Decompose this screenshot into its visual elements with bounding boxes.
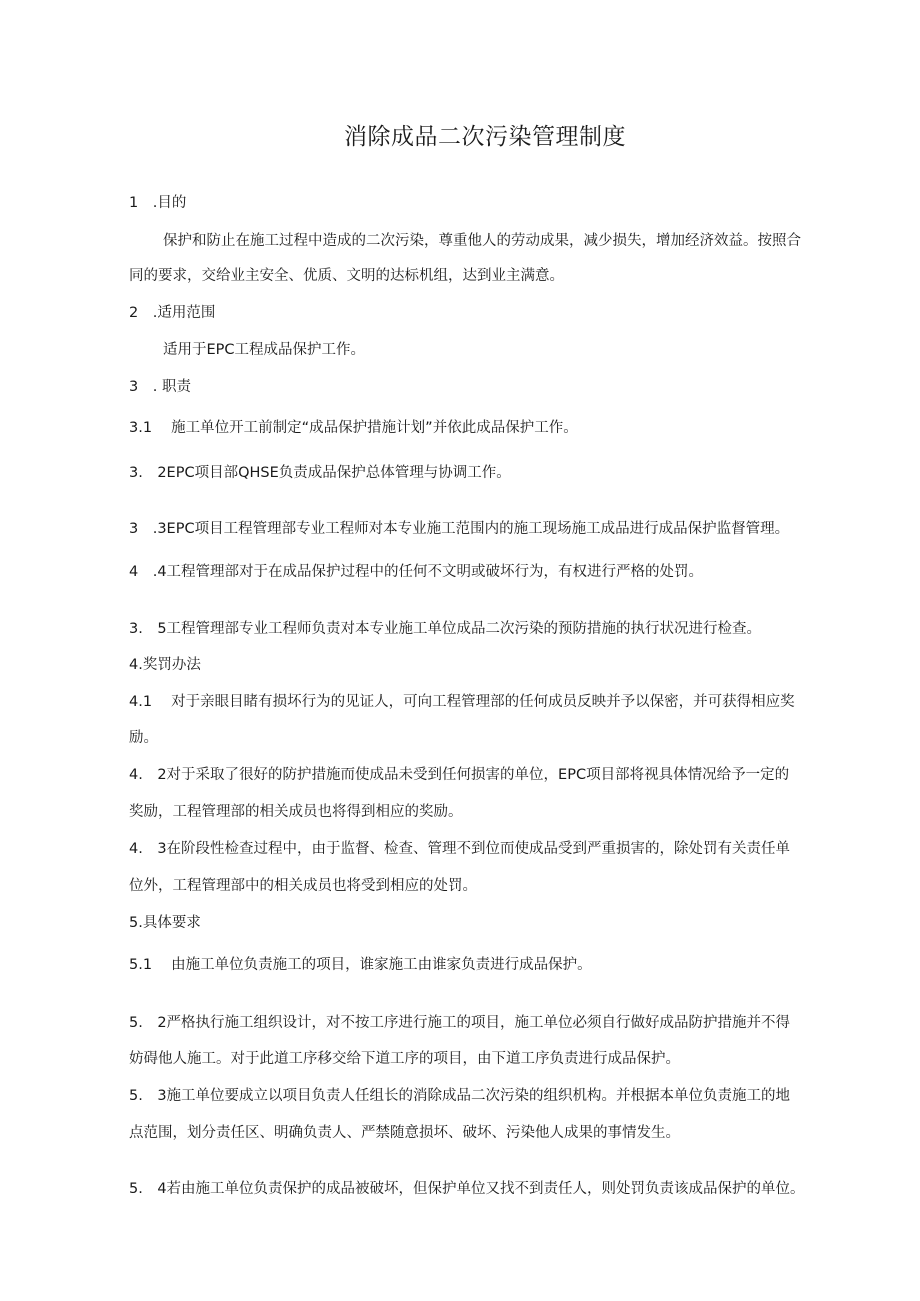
section-heading-duties: 3 . 职责 (129, 379, 191, 395)
clause-5-2-line-1: 5. 2严格执行施工组织设计，对不按工序进行施工的项目，施工单位必须自行做好成品防护措施并不得 (129, 1015, 791, 1031)
section-heading-purpose: 1 .目的 (129, 195, 187, 211)
clause-3-2: 3. 2EPC项目部QHSE负责成品保护总体管理与协调工作。 (129, 465, 511, 481)
clause-4-2-line-1: 4. 2对于采取了很好的防护措施而使成品未受到任何损害的单位，EPC项目部将视具体情况给予一定的 (129, 767, 790, 783)
clause-3-1: 3.1 施工单位开工前制定“成品保护措施计划”并依此成品保护工作。 (129, 420, 578, 436)
clause-3-5: 3. 5工程管理部专业工程师负责对本专业施工单位成品二次污染的预防措施的执行状况进行检查。 (129, 621, 762, 637)
clause-4-1-line-1: 4.1 对于亲眼目睹有损坏行为的见证人，可向工程管理部的任何成员反映并予以保密，并可获得相应奖 (129, 694, 795, 710)
clause-4-3-line-1: 4. 3在阶段性检查过程中，由于监督、检查、管理不到位而使成品受到严重损害的，除处罚有关责任单 (129, 841, 791, 857)
clause-4-2-line-2: 奖励，工程管理部的相关成员也将得到相应的奖励。 (129, 804, 463, 820)
section-heading-scope: 2 .适用范围 (129, 305, 216, 321)
section-heading-rewards: 4.奖罚办法 (129, 657, 201, 673)
clause-4-1-line-2: 励。 (129, 730, 158, 746)
paragraph-scope: 适用于EPC工程成品保护工作。 (163, 342, 366, 358)
paragraph-purpose-line-2: 同的要求，交给业主安全、优质、文明的达标机组，达到业主满意。 (129, 268, 564, 284)
section-heading-requirements: 5.具体要求 (129, 915, 201, 931)
clause-5-3-line-2: 点范围，划分责任区、明确负责人、严禁随意损坏、破坏、污染他人成果的事情发生。 (129, 1125, 680, 1141)
clause-3-3: 3 .3EPC项目工程管理部专业工程师对本专业施工范围内的施工现场施工成品进行成品保护监督管理。 (129, 521, 790, 537)
page-title: 消除成品二次污染管理制度 (344, 124, 626, 150)
clause-3-4: 4 .4工程管理部对于在成品保护过程中的任何不文明或破坏行为，有权进行严格的处罚。 (129, 564, 704, 580)
clause-5-4: 5. 4若由施工单位负责保护的成品被破坏，但保护单位又找不到责任人，则处罚负责该成品保护的单位。 (129, 1181, 805, 1197)
paragraph-purpose-line-1: 保护和防止在施工过程中造成的二次污染，尊重他人的劳动成果，减少损失，增加经济效益。按照合 (163, 233, 801, 249)
clause-5-3-line-1: 5. 3施工单位要成立以项目负责人任组长的消除成品二次污染的组织机构。并根据本单位负责施工的地 (129, 1088, 791, 1104)
clause-4-3-line-2: 位外，工程管理部中的相关成员也将受到相应的处罚。 (129, 878, 477, 894)
clause-5-1: 5.1 由施工单位负责施工的项目，谁家施工由谁家负责进行成品保护。 (129, 957, 592, 973)
clause-5-2-line-2: 妨碍他人施工。对于此道工序移交给下道工序的项目，由下道工序负责进行成品保护。 (129, 1051, 680, 1067)
